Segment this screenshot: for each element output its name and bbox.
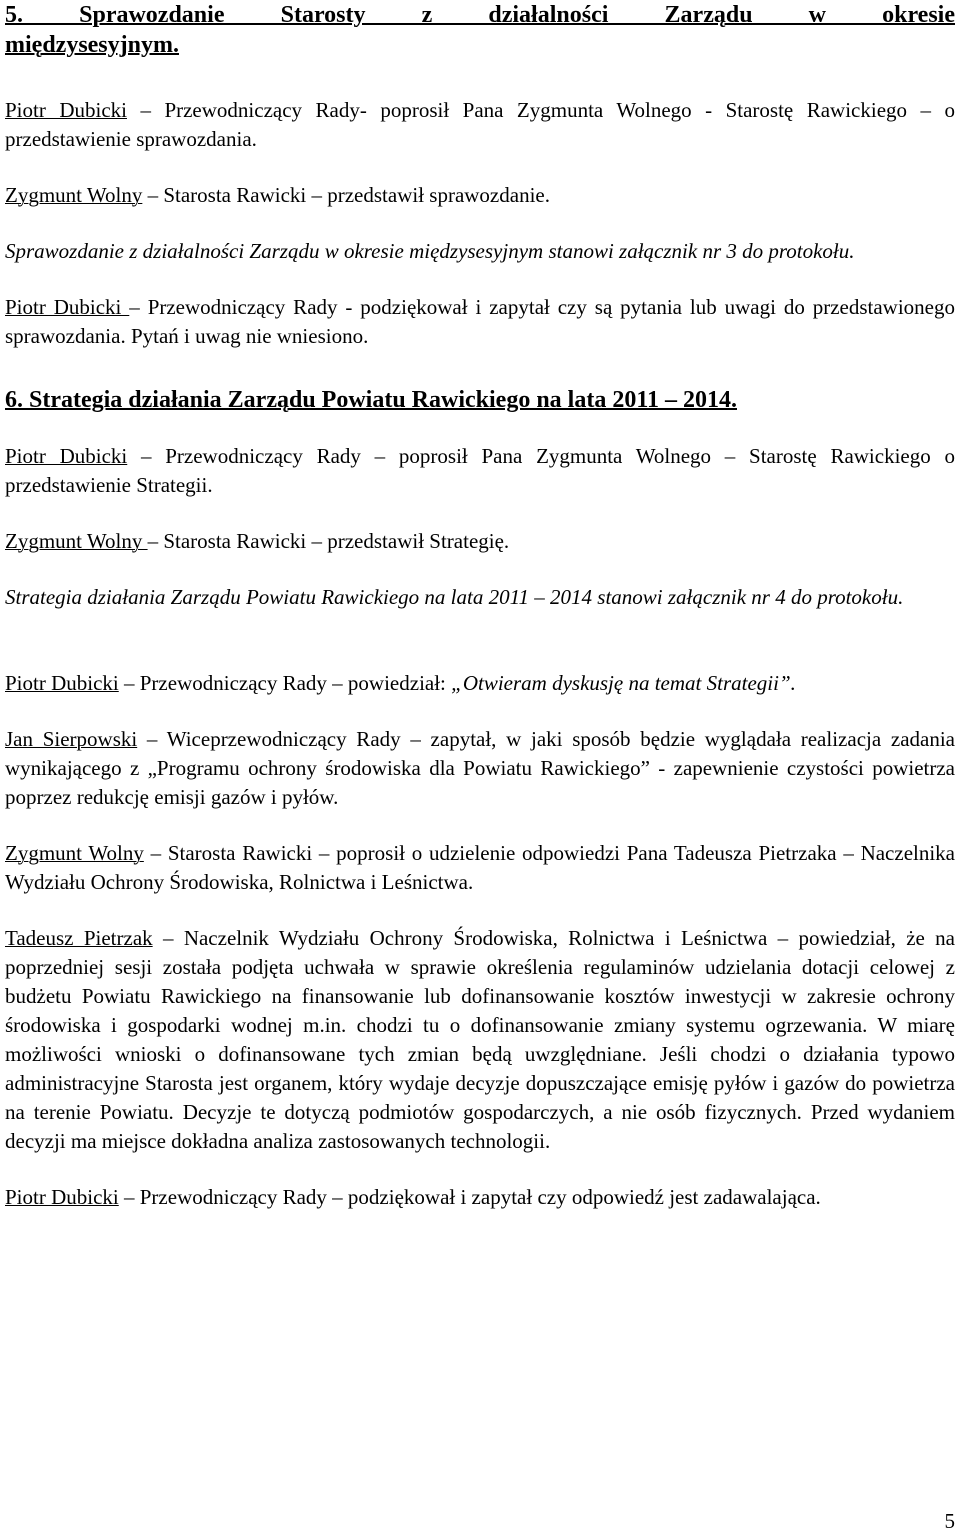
speaker-name: Tadeusz Pietrzak [5,926,153,950]
section-5-heading [5,0,955,60]
speaker-name: Zygmunt Wolny [5,183,143,207]
paragraph-dubicki-thanks-answer [5,1183,955,1212]
paragraph-text: – Starosta Rawicki – przedstawił sprawozdanie. [142,183,550,207]
paragraph-text: – Przewodniczący Rady - podziękował i zapytał czy są pytania lub uwagi do przedstawionego sprawozdania. Pytań i uwag nie wniesiono. [5,295,955,348]
paragraph-text: Sprawozdanie z działalności Zarządu w okresie międzysesyjnym stanowi załącznik nr 3 do protokołu. [5,239,855,263]
speaker-name: Zygmunt Wolny [5,529,148,553]
speaker-name: Piotr Dubicki [5,98,127,122]
section-5-heading-line1: 5. Sprawozdanie Starosty z działalności Zarządu w okresie [5,2,955,28]
paragraph-dubicki-opens-discussion [5,669,955,698]
paragraph-text: – Wiceprzewodniczący Rady – zapytał, w jaki sposób będzie wyglądała realizacja zadania wynikającego z „Programu ochrony środowiska dla Powiatu Rawickiego” - zapewnienie czystości powietrza poprzez redukcję emisji gazów i pyłów. [5,727,955,809]
paragraph-text: Strategia działania Zarządu Powiatu Rawickiego na lata 2011 – 2014 stanowi załącznik nr 4 do protokołu. [5,585,904,609]
paragraph-report-attachment-note [5,237,955,266]
paragraph-dubicki-thanks-questions [5,293,955,351]
paragraph-pietrzak-answer [5,924,955,1156]
speaker-name: Piotr Dubicki [5,1185,119,1209]
speaker-name: Jan Sierpowski [5,727,138,751]
section-5-heading-line2: międzysesyjnym. [5,32,179,58]
speaker-name: Piotr Dubicki [5,444,128,468]
paragraph-text: – Przewodniczący Rady- poprosił Pana Zygmunta Wolnego - Starostę Rawickiego – o przedstawienie sprawozdania. [5,98,955,151]
paragraph-text: – Starosta Rawicki – przedstawił Strategię. [147,529,510,553]
paragraph-text: – Przewodniczący Rady – powiedział: [118,671,452,695]
paragraph-text: – Starosta Rawicki – poprosił o udzielenie odpowiedzi Pana Tadeusza Pietrzaka – Naczelnika Wydziału Ochrony Środowiska, Rolnictwa i Leśnictwa. [5,841,956,894]
document-page [5,0,955,1212]
speaker-name: Piotr Dubicki [5,671,119,695]
paragraph-wolny-presented-strategy [5,527,955,556]
paragraph-wolny-delegates-answer [5,839,955,897]
paragraph-dubicki-request-strategy [5,442,955,500]
speaker-name: Zygmunt Wolny [5,841,144,865]
paragraph-sierpowski-question [5,725,955,812]
paragraph-text: – Naczelnik Wydziału Ochrony Środowiska, Rolnictwa i Leśnictwa – powiedział, że na poprzedniej sesji została podjęta uchwała w sprawie określenia regulaminów udzielania dotacji celowej z budżetu Powiatu Rawickiego na finansowanie lub dofinansowanie kosztów inwestycji w zakresie ochrony środowiska i gospodarki wodnej m.in. chodzi tu o dofinansowanie zmiany systemu ogrzewania. W miarę możliwości wnioski o dofinansowane tych zmian będą uwzględniane. Jeśli chodzi o działania typowo administracyjne Starosta jest organem, który wydaje decyzje dopuszczające emisję pyłów i gazów do powietrza na terenie Powiatu. Decyzje te dotyczą podmiotów gospodarczych, a nie osób fizycznych. Przed wydaniem decyzji ma miejsce dokładna analiza zastosowanych technologii. [5,926,955,1153]
paragraph-text: – Przewodniczący Rady – poprosił Pana Zygmunta Wolnego – Starostę Rawickiego o przedstawienie Strategii. [5,444,955,497]
paragraph-text: – Przewodniczący Rady – podziękował i zapytał czy odpowiedź jest zadawalająca. [118,1185,821,1209]
section-6-heading: 6. Strategia działania Zarządu Powiatu Rawickiego na lata 2011 – 2014. [5,387,737,413]
paragraph-dubicki-request-report [5,96,955,154]
speaker-name: Piotr Dubicki [5,295,130,319]
paragraph-wolny-presented-report [5,181,955,210]
paragraph-strategy-attachment-note [5,583,955,612]
quoted-statement: „Otwieram dyskusję na temat Strategii”. [451,671,796,695]
page-number: 5 [944,1509,955,1533]
